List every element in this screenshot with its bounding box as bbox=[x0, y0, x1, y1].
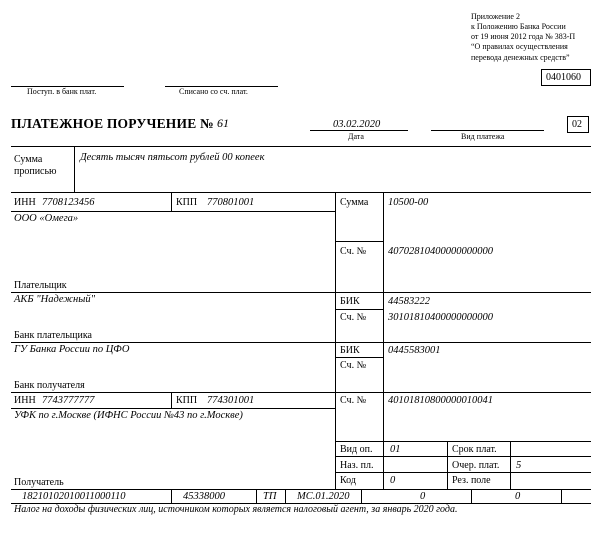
tax-divider-3 bbox=[285, 489, 286, 503]
debited-label: Списано со сч. плат. bbox=[179, 87, 248, 96]
payer-kpp: 770801001 bbox=[207, 197, 255, 208]
payer-bank-account-label: Сч. № bbox=[340, 312, 367, 323]
op-type-label: Вид оп. bbox=[340, 444, 373, 455]
purpose-code-label: Наз. пл. bbox=[340, 460, 374, 471]
payee-inn: 7743777777 bbox=[42, 395, 95, 406]
payer-bik-label: БИК bbox=[340, 296, 360, 307]
amount-words-value: Десять тысяч пятьсот рублей 00 копеек bbox=[80, 152, 265, 163]
payment-type-line bbox=[431, 130, 544, 131]
col-divider-4 bbox=[510, 441, 511, 489]
tax-divider-6 bbox=[561, 489, 562, 503]
tax-divider-1 bbox=[171, 489, 172, 503]
date-line bbox=[310, 130, 408, 131]
payee-inn-kpp-divider bbox=[171, 392, 172, 408]
inn-kpp-divider bbox=[171, 192, 172, 211]
received-label: Поступ. в банк плат. bbox=[27, 87, 97, 96]
line-details-1 bbox=[335, 441, 591, 442]
appendix-line-3: от 19 июня 2012 года № 383-П bbox=[471, 32, 576, 41]
order-value: 5 bbox=[516, 460, 522, 471]
payment-type-label: Вид платежа bbox=[461, 132, 505, 141]
col-divider-2 bbox=[383, 192, 384, 489]
payee-inn-label: ИНН bbox=[14, 395, 36, 406]
term-label: Срок плат. bbox=[452, 444, 497, 455]
tax-basis: ТП bbox=[263, 491, 277, 502]
date-label: Дата bbox=[348, 132, 364, 141]
line-inn-bottom bbox=[11, 211, 335, 212]
appendix-line-1: Приложение 2 bbox=[471, 12, 520, 21]
col-divider-1 bbox=[335, 192, 336, 489]
line-payer-bik bbox=[335, 309, 383, 310]
tax-divider-4 bbox=[361, 489, 362, 503]
col-divider-3 bbox=[447, 441, 448, 489]
line-payee-bank bbox=[11, 342, 591, 343]
status-code: 02 bbox=[572, 119, 582, 130]
tax-doc-number: 0 bbox=[420, 491, 426, 502]
form-code: 0401060 bbox=[546, 72, 581, 83]
payment-purpose: Налог на доходы физических лиц, источником которых является налоговый агент, за январь 2020 года. bbox=[14, 504, 458, 515]
tax-period: МС.01.2020 bbox=[297, 491, 350, 502]
page-title: ПЛАТЕЖНОЕ ПОРУЧЕНИЕ № bbox=[11, 116, 214, 131]
payer-bank-name: АКБ "Надежный" bbox=[14, 294, 96, 305]
line-top bbox=[11, 146, 591, 147]
amount-words-label-1: Сумма bbox=[14, 154, 43, 165]
payer-inn-label: ИНН bbox=[14, 197, 36, 208]
payer-bank-label: Банк плательщика bbox=[14, 330, 92, 341]
amount-words-label-2: прописью bbox=[14, 166, 57, 177]
payer-inn: 7708123456 bbox=[42, 197, 95, 208]
amount-label: Сумма bbox=[340, 197, 369, 208]
line-tax-top bbox=[11, 489, 591, 490]
line-payee-bik bbox=[335, 357, 383, 358]
code-label: Код bbox=[340, 475, 356, 486]
payee-account-label: Сч. № bbox=[340, 395, 367, 406]
amount-words-divider bbox=[74, 146, 75, 192]
order-date: 03.02.2020 bbox=[333, 119, 381, 130]
line-details-2 bbox=[335, 456, 591, 457]
tax-doc-date: 0 bbox=[515, 491, 521, 502]
payer-label: Плательщик bbox=[14, 280, 67, 291]
order-label: Очер. плат. bbox=[452, 460, 500, 471]
payer-account-label: Сч. № bbox=[340, 246, 367, 257]
payee-kpp: 774301001 bbox=[207, 395, 255, 406]
order-number: 61 bbox=[217, 116, 229, 130]
line-payer-bank bbox=[11, 292, 591, 293]
payer-bank-account: 30101810400000000000 bbox=[388, 312, 493, 323]
payee-bank-name: ГУ Банка России по ЦФО bbox=[14, 344, 130, 355]
payee-bik: 0445583001 bbox=[388, 345, 441, 356]
tax-oktmo: 45338000 bbox=[183, 491, 225, 502]
amount-value: 10500-00 bbox=[388, 197, 429, 208]
payee-name: УФК по г.Москве (ИФНС России №43 по г.Москве) bbox=[14, 410, 243, 421]
line-payer-account bbox=[335, 241, 383, 242]
appendix-line-4: “О правилах осуществления bbox=[471, 42, 568, 51]
payer-account: 40702810400000000000 bbox=[388, 246, 493, 257]
payee-label: Получатель bbox=[14, 477, 64, 488]
line-inn bbox=[11, 192, 591, 193]
op-type: 01 bbox=[390, 444, 401, 455]
payer-kpp-label: КПП bbox=[176, 197, 198, 208]
payee-bank-account-label: Сч. № bbox=[340, 360, 367, 371]
tax-kbk: 18210102010011000110 bbox=[22, 491, 126, 502]
reserve-label: Рез. поле bbox=[452, 475, 491, 486]
line-payee-inn-bottom bbox=[11, 408, 335, 409]
payee-bik-label: БИК bbox=[340, 345, 360, 356]
line-payee bbox=[11, 392, 591, 393]
appendix-line-5: перевода денежных средств” bbox=[471, 53, 570, 62]
code-value: 0 bbox=[390, 475, 396, 486]
payee-account: 40101810800000010041 bbox=[388, 395, 493, 406]
payer-name: ООО «Омега» bbox=[14, 213, 79, 224]
appendix-line-2: к Положению Банка России bbox=[471, 22, 566, 31]
payee-bank-label: Банк получателя bbox=[14, 380, 85, 391]
tax-divider-2 bbox=[256, 489, 257, 503]
line-details-3 bbox=[335, 472, 591, 473]
payee-kpp-label: КПП bbox=[176, 395, 198, 406]
payer-bik: 44583222 bbox=[388, 296, 430, 307]
tax-divider-5 bbox=[471, 489, 472, 503]
